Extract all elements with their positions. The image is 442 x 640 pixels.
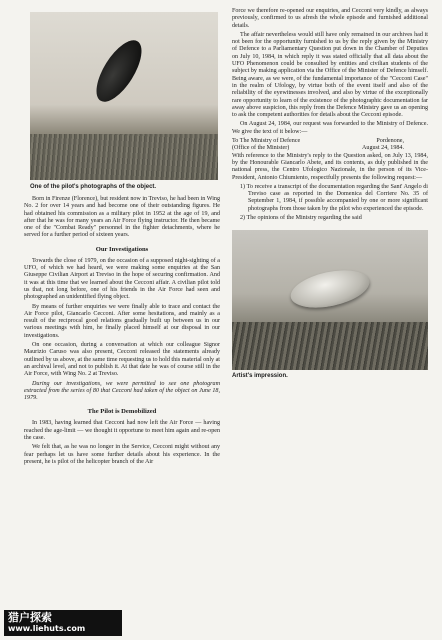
right-paragraph-1: Force we therefore re-opened our enquiries, and Cecconi very kindly, as always previously, confirmed to us afresh the whole episode and furnished additional details. [232, 8, 428, 29]
right-paragraph-2: The affair nevertheless would still have only remained in our archives had it not been for the opportunity furnished to us by the reply given by the Ministry of Defence to a Parliamentary Question put down in the Chamber of Deputies on July 10, 1984, in which reply it was stated officially that all data about the UFO Phenomenon could be consulted by entities and civilian students of the subject by making application via the Office of the Minister of Defence himself. Being aware, as we were, of the fundamental importance of the "Cecconi Case" in the realm of Ufology, by virtue both of the event itself and also of the reliability of the eyewitnesses involved, and also by virtue of the exceptionally rare opportunity to learn of the existence of the photographic documentation far away above suspicion, this reply from the Defence Ministry gave us an opening to ask the competent authorities for details about the Cecconi episode. [232, 31, 428, 119]
investigations-paragraph-3: On one occasion, during a conversation at which our colleague Signor Maurizio Caruso was also present, Cecconi released the statements already outlined by us above, at the same time requesting us to hold this material only at an archival level, and not to publish it. At that date he was of course still in the Air Force, with Wing No. 2 at Treviso. [24, 342, 220, 378]
artist-impression-image [232, 230, 428, 370]
investigations-paragraph-1: Towards the close of 1979, on the occasion of a supposed night-sighting of a UFO, of which we had heard, we were making some enquiries at the San Giuseppe Civilian Airport at Treviso in the hope of securing confirmation. And it was at this time that we learned about the Cecconi affair. A civilian pilot told us that, not long before, one of his friends in the Air Force had seen and photographed an unidentified flying object. [24, 257, 220, 301]
ufo-object [88, 33, 151, 108]
letter-paragraph: With reference to the Ministry's reply to the Question asked, on July 13, 1984, by the Honourable Giancarlo Abete, and its contents, as duly published in the national press, the Centro Ufologico Nazionale, in the person of its Vice-President, Antonio Chiumiento, respectfully presents the following request:— [232, 152, 428, 181]
ground-field [232, 322, 428, 370]
right-column [232, 8, 428, 379]
address-office: (Office of the Minister) [232, 145, 290, 152]
request-item-1: 1) To receive a transcript of the documentation regarding the Sant' Angelo di Treviso case as reported in the Domenica del Corriere No. 35 of September 1, 1984, if possible accompanied by one or more significant photographs from those taken by the pilot who experienced the episode. [240, 183, 428, 212]
photo-caption: One of the pilot's photographs of the object. [30, 184, 157, 190]
intro-paragraph: Born in Firenze (Florence), but resident now in Treviso, he had been in Wing No. 2 for over 14 years and had become one of their outstanding figures. He had obtained his commission as a military pilot in 1952 at the age of 19, and after that he was for many years an Air Force flying instructor. He then became one of the "Combat Ready" personnel in the fighter detachments, where he served for a further period of sixteen years. [24, 196, 221, 239]
address-date: August 24, 1984. [362, 145, 404, 152]
watermark-title: 猎户探索 [8, 611, 52, 624]
pilot-photograph [30, 12, 218, 180]
section-heading-demobilized: The Pilot is Demobilized [87, 408, 157, 416]
ufo-saucer [287, 264, 372, 314]
address-recipient: To The Ministry of Defence [232, 138, 301, 145]
request-item-2: 2) The opinions of the Ministry regarding the said [240, 215, 362, 222]
italic-paragraph: During our investigations, we were permitted to see one photogram extracted from the series of 80 that Cecconi had taken of the object on June 18, 1979. [24, 380, 220, 402]
left-column [24, 8, 220, 468]
investigations-paragraph-2: By means of further enquiries we were finally able to trace and contact the Air Force pilot, Giancarlo Cecconi. After some hesitations, and mainly as a result of the reciprocal good relations gradually built up between us in our various meetings with him, he finally placed himself at our disposal in our investigations. [24, 303, 220, 339]
artist-impression-caption: Artist's impression. [232, 373, 288, 380]
demobilized-paragraph-2: We felt that, as he was no longer in the Service, Cecconi might without any fear perhaps let us have some further details about his experience. In the present, he is pilot of the helicopter branch of the Air [24, 444, 220, 465]
section-heading-investigations: Our Investigations [95, 245, 149, 253]
field-ground [30, 134, 218, 180]
watermark-url: www.liehuts.com [8, 624, 86, 633]
letter-address-line-2 [232, 145, 428, 152]
right-paragraph-3: On August 24, 1984, our request was forwarded to the Ministry of Defence. We give the text of it below:— [232, 121, 428, 135]
site-watermark [4, 610, 122, 636]
demobilized-paragraph-1: In 1983, having learned that Cecconi had now left the Air Force — having reached the age-limit — we thought it opportune to meet him again and re-open the case. [24, 420, 220, 442]
address-place: Pordenone, [376, 138, 404, 145]
